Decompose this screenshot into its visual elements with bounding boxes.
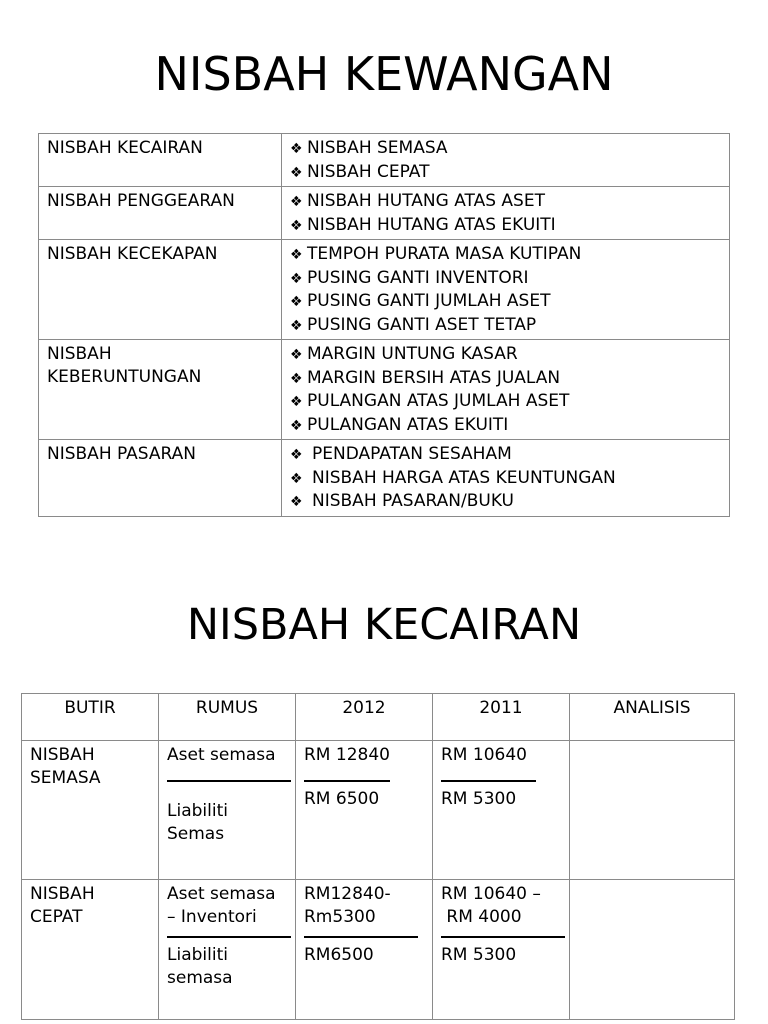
diamond-bullet-icon: ❖: [290, 394, 303, 410]
list-item: ❖ PULANGAN ATAS JUMLAH ASET: [290, 390, 722, 414]
year-2012-cell: [296, 741, 433, 880]
ratio-item-list: [290, 137, 722, 184]
ratio-items-cell: [282, 340, 730, 440]
formula-denominator: semasa: [167, 968, 233, 988]
item-cell: NISBAH CEPAT: [22, 880, 159, 1020]
formula-denominator: Liabiliti: [167, 945, 228, 965]
value-numerator: RM 4000: [441, 907, 522, 927]
list-item: ❖ NISBAH HUTANG ATAS EKUITI: [290, 214, 722, 238]
column-header-2012: 2012: [296, 694, 433, 741]
list-item: ❖ MARGIN UNTUNG KASAR: [290, 343, 722, 367]
ratio-category-cell: [39, 440, 282, 517]
ratio-item-list: [290, 243, 722, 337]
value-denominator: RM 6500: [304, 789, 380, 809]
ratio-item-list: [290, 190, 722, 237]
list-item: ❖ PUSING GANTI JUMLAH ASET: [290, 290, 722, 314]
ratio-category-cell: [39, 187, 282, 240]
list-item: ❖ MARGIN BERSIH ATAS JUALAN: [290, 367, 722, 391]
table-row: [39, 240, 730, 340]
diamond-bullet-icon: ❖: [290, 370, 303, 387]
diamond-bullet-icon: ❖: [290, 217, 303, 234]
ratio-category-label: NISBAH PASARAN: [47, 444, 196, 464]
list-item: ❖ TEMPOH PURATA MASA KUTIPAN: [290, 243, 722, 267]
column-header-rumus: RUMUS: [159, 694, 296, 741]
ratio-item-list: [290, 343, 722, 437]
column-header-butir: BUTIR: [22, 694, 159, 741]
list-item: ❖ NISBAH HARGA ATAS KEUNTUNGAN: [290, 467, 722, 491]
list-item: ❖ PUSING GANTI INVENTORI: [290, 267, 722, 291]
diamond-bullet-icon: ❖: [290, 247, 303, 263]
diamond-bullet-icon: ❖: [290, 494, 303, 510]
formula-numerator: – Inventori: [167, 907, 257, 927]
value-numerator: RM 10640: [441, 745, 527, 765]
value-numerator: Rm5300: [304, 907, 376, 927]
formula-numerator: Aset semasa: [167, 884, 276, 904]
list-item: ❖ NISBAH CEPAT: [290, 161, 722, 185]
fraction-line: [441, 769, 536, 782]
list-item: ❖ NISBAH PASARAN/BUKU: [290, 490, 722, 514]
diamond-bullet-icon: ❖: [290, 294, 303, 310]
diamond-bullet-icon: ❖: [290, 270, 303, 287]
list-item: ❖ PULANGAN ATAS EKUITI: [290, 414, 722, 438]
value-denominator: RM 5300: [441, 789, 517, 809]
diamond-bullet-icon: ❖: [290, 470, 303, 487]
table-row: [39, 440, 730, 517]
diamond-bullet-icon: ❖: [290, 417, 303, 434]
fraction-line: [167, 769, 291, 782]
diamond-bullet-icon: ❖: [290, 447, 303, 463]
ratio-category-cell: [39, 340, 282, 440]
formula-numerator: Aset semasa: [167, 745, 276, 765]
year-2012-cell: [296, 880, 433, 1020]
year-2011-cell: [433, 880, 570, 1020]
list-item: ❖ PUSING GANTI ASET TETAP: [290, 314, 722, 338]
value-denominator: RM 5300: [441, 945, 517, 965]
year-2011-cell: [433, 741, 570, 880]
ratio-category-cell: [39, 240, 282, 340]
ratio-items-cell: [282, 187, 730, 240]
liquidity-ratio-table: [21, 693, 735, 1020]
diamond-bullet-icon: ❖: [290, 347, 303, 363]
ratio-category-label: NISBAH KECAIRAN: [47, 138, 203, 158]
analysis-cell: [570, 741, 735, 880]
ratio-category-label: NISBAH: [47, 344, 112, 364]
formula-cell: [159, 880, 296, 1020]
diamond-bullet-icon: ❖: [290, 164, 303, 181]
fraction-line: [304, 769, 390, 782]
value-numerator: RM 10640 –: [441, 884, 541, 904]
item-cell: NISBAH SEMASA: [22, 741, 159, 880]
formula-cell: [159, 741, 296, 880]
section-title: NISBAH KECAIRAN: [186, 600, 582, 650]
value-numerator: RM12840-: [304, 884, 391, 904]
column-header-2011: 2011: [433, 694, 570, 741]
financial-ratio-table: [38, 133, 730, 517]
value-numerator: RM 12840: [304, 745, 390, 765]
list-item: ❖ PENDAPATAN SESAHAM: [290, 443, 722, 467]
ratio-category-label: NISBAH KECEKAPAN: [47, 244, 218, 264]
table-row: [39, 134, 730, 187]
table-row: [22, 880, 735, 1020]
list-item: ❖ NISBAH HUTANG ATAS ASET: [290, 190, 722, 214]
diamond-bullet-icon: ❖: [290, 317, 303, 334]
analysis-cell: [570, 880, 735, 1020]
formula-denominator: Liabiliti: [167, 801, 228, 821]
ratio-category-cell: [39, 134, 282, 187]
table-row: [22, 741, 735, 880]
table-header-row: [22, 694, 735, 741]
table-row: [39, 340, 730, 440]
ratio-category-label: KEBERUNTUNGAN: [47, 366, 202, 387]
diamond-bullet-icon: ❖: [290, 194, 303, 210]
ratio-item-list: [290, 443, 722, 514]
list-item: ❖ NISBAH SEMASA: [290, 137, 722, 161]
diamond-bullet-icon: ❖: [290, 141, 303, 157]
ratio-items-cell: [282, 134, 730, 187]
column-header-analisis: ANALISIS: [570, 694, 735, 741]
table-row: [39, 187, 730, 240]
page-title: NISBAH KEWANGAN: [154, 47, 614, 101]
ratio-items-cell: [282, 440, 730, 517]
ratio-category-label: NISBAH PENGGEARAN: [47, 191, 235, 211]
value-denominator: RM6500: [304, 945, 374, 965]
ratio-items-cell: [282, 240, 730, 340]
formula-denominator: Semas: [167, 824, 225, 844]
